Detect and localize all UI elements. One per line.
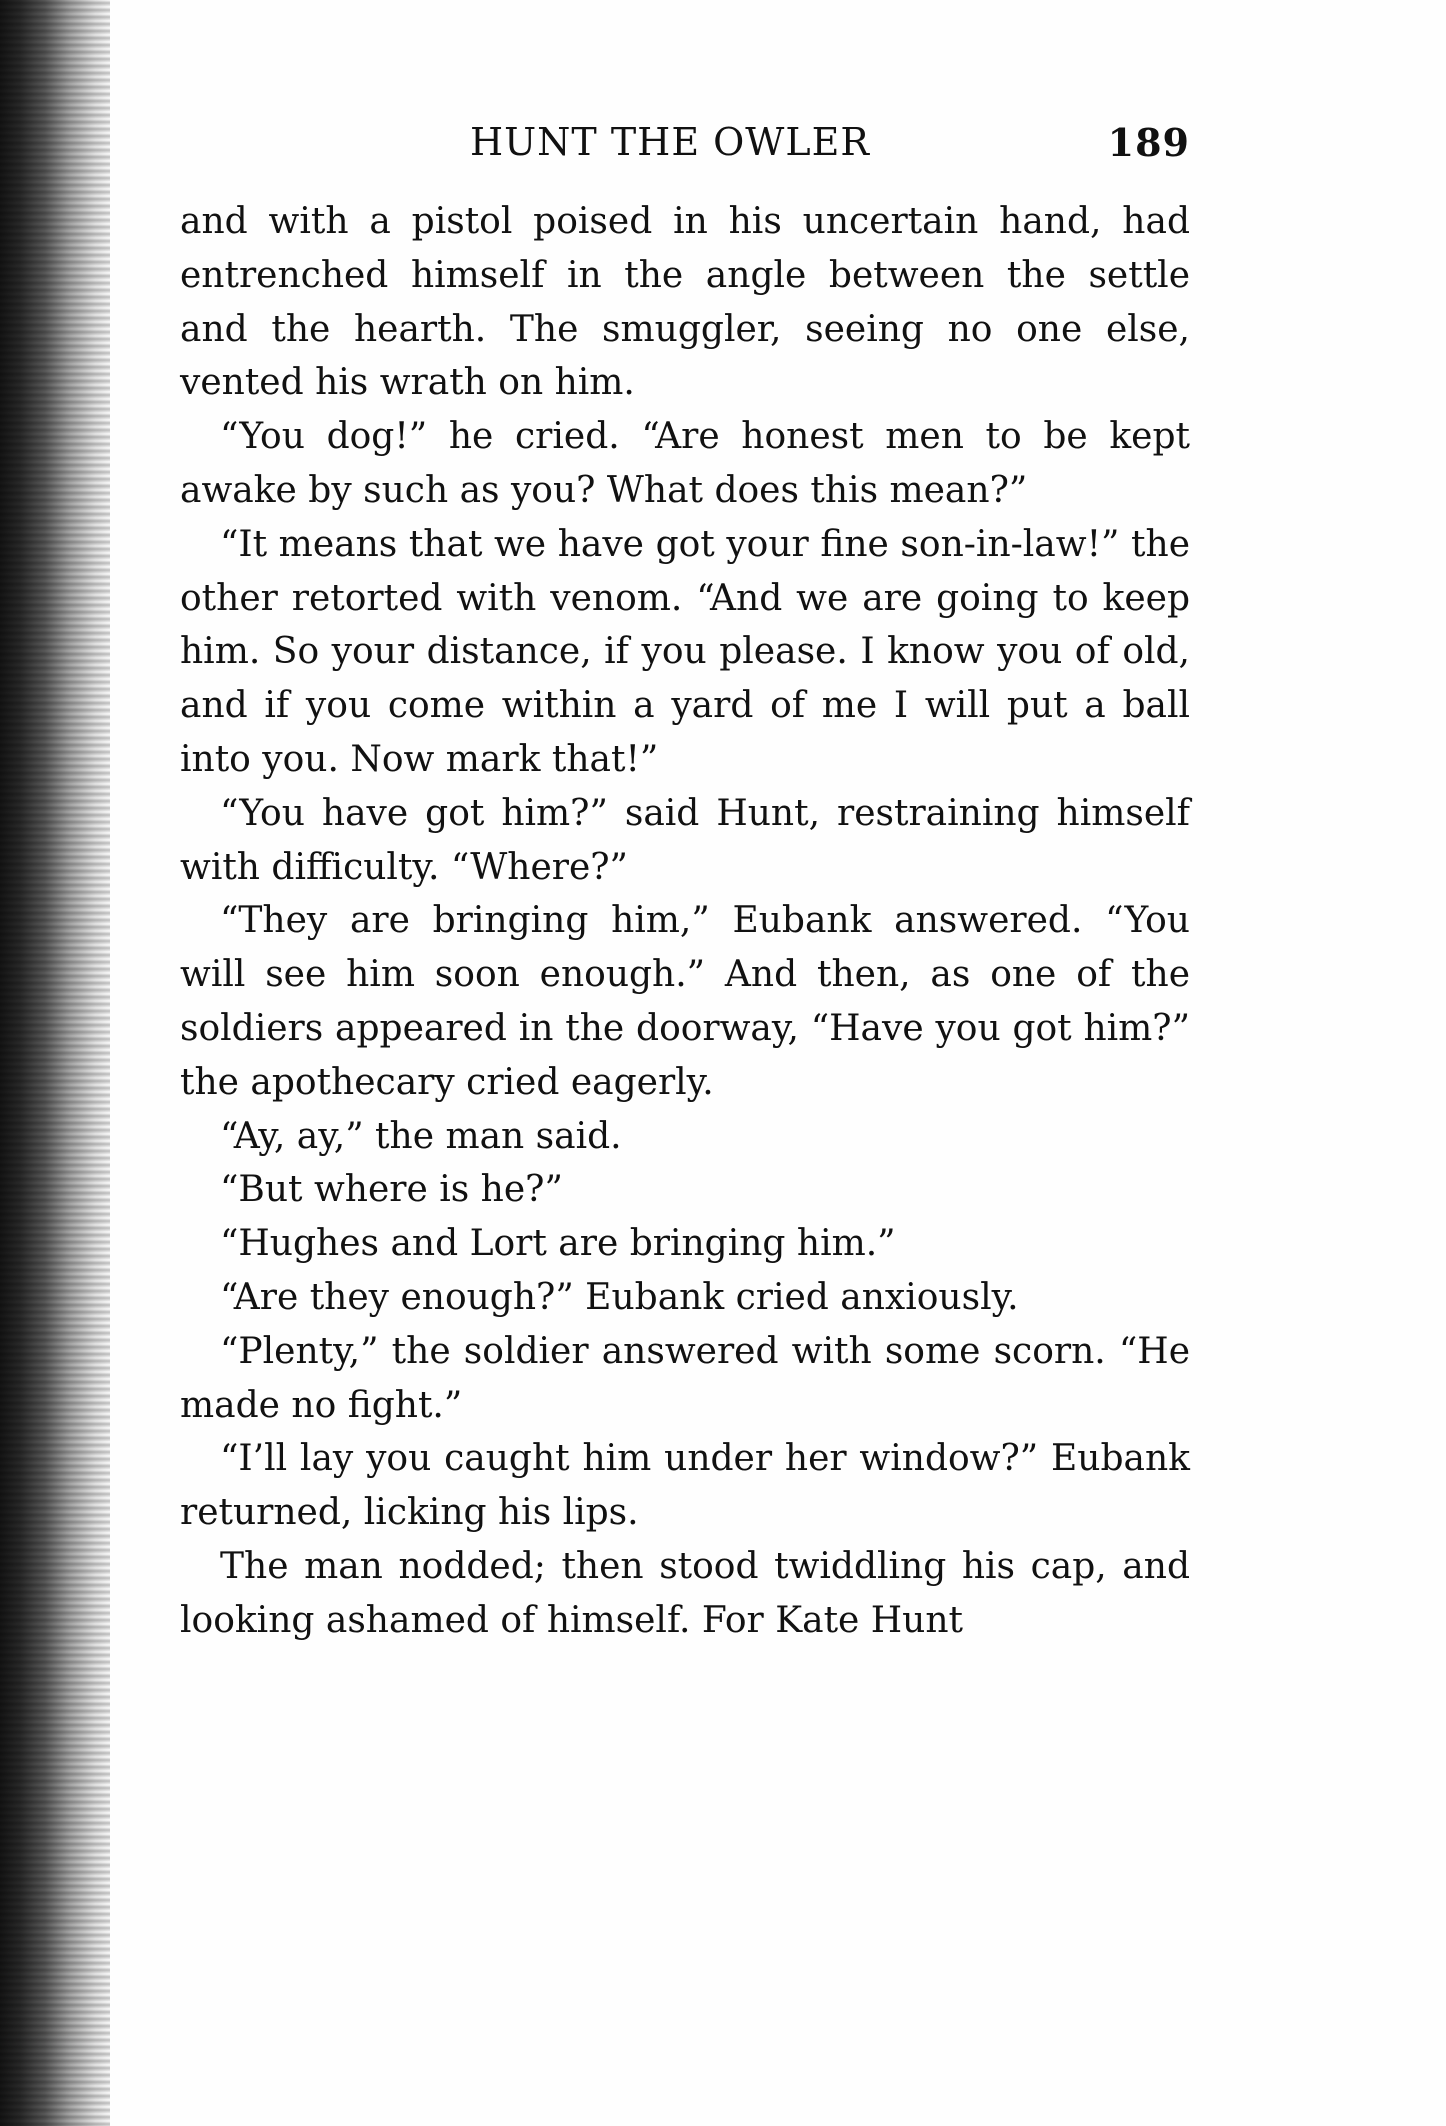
running-head: HUNT THE OWLER	[470, 120, 870, 164]
paragraph: “You dog!” he cried. “Are honest men to be kept awake by such as you? What does this mean?”	[180, 416, 1190, 511]
paragraph: “You have got him?” said Hunt, restraining himself with difficulty. “Where?”	[180, 792, 1190, 888]
paragraph: “Hughes and Lort are bringing him.”	[220, 1223, 896, 1265]
paragraph: “But where is he?”	[220, 1169, 563, 1211]
paragraph: “Plenty,” the soldier answered with some scorn. “He made no fight.”	[180, 1330, 1190, 1426]
paragraph: “It means that we have got your fine son-in-law!” the other retorted with venom. “And we are going to keep him. So your distance, if you please. I know you of old, and if you come within a yard of me I will put a ball into you. Now mark that!”	[180, 523, 1190, 780]
page-number: 189	[1107, 120, 1190, 165]
paragraph: and with a pistol poised in his uncertain hand, had entrenched himself in the angle between the settle and the hearth. The smuggler, seeing no one else, vented his wrath on him.	[180, 201, 1190, 404]
paragraph: “I’ll lay you caught him under her window?” Eubank returned, licking his lips.	[180, 1438, 1190, 1534]
page-binding-shadow	[0, 0, 110, 2126]
paragraph: “They are bringing him,” Eubank answered. “You will see him soon enough.” And then, as one of the soldiers appeared in the doorway, “Have you got him?” the apothecary cried eagerly.	[180, 900, 1190, 1103]
paragraph: “Are they enough?” Eubank cried anxiously.	[220, 1276, 1019, 1318]
body-text	[180, 195, 1190, 1648]
paragraph: The man nodded; then stood twiddling his cap, and looking ashamed of himself. For Kate Hunt	[180, 1545, 1190, 1641]
paragraph: “Ay, ay,” the man said.	[220, 1115, 622, 1157]
page-header	[180, 112, 1190, 172]
